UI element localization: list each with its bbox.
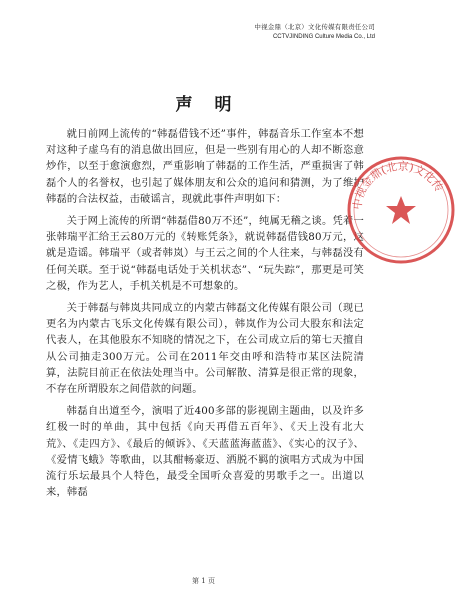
letterhead <box>254 22 375 42</box>
company-name-cn: 中视金鼎（北京）文化传媒有限责任公司 <box>254 23 375 31</box>
page-number: 第 1 页 <box>192 577 215 585</box>
document-body <box>46 126 364 506</box>
paragraph-intro: 就日前网上流传的“韩磊借钱不还”事件，韩磊音乐工作室本不想对这种子虚乌有的消息做出回应，但是一些别有用心的人却不断恣意炒作，以至于愈演愈烈，严重影响了韩磊的工作生活，严重损害了韩磊个人的名誉权，也引起了媒体朋友和公众的追问和猜测，为了维护韩磊的合法权益，击破谣言，现就此事件声明如下： <box>46 128 364 205</box>
company-name-en: CCTVJINDING Culture Media Co., Ltd <box>272 34 375 40</box>
paragraph-career: 韩磊自出道至今，演唱了近400多部的影视剧主题曲，以及许多红极一时的单曲，其中包括《向天再借五百年》、《天上没有北大荒》、《走四方》、《最后的倾诉》、《天蓝蓝海蓝蓝》、《实心的汉子》、《爱情飞蛾》等歌曲，以其酣畅豪迈、洒脱不羁的演唱方式成为中国流行乐坛最具个人特色，最受全国听众喜爱的男歌手之一。出道以来，韩磊 <box>46 405 364 499</box>
paragraph-loan-rumor: 关于网上流传的所谓“韩磊借80万不还”，纯属无稽之谈。凭着一张韩瑞平汇给王云80万元的《转账凭条》，就说韩磊借钱80万元，这就是造谣。韩瑞平（或者韩岚）与王云之间的个人往来，与韩磊没有任何关联。至于说“韩磊电话处于关机状态”、“玩失踪”，那更是可笑之极，作为艺人，手机关机是不可想象的。 <box>46 215 364 292</box>
document-title: 声明 <box>175 95 254 115</box>
paragraph-company: 关于韩磊与韩岚共同成立的内蒙古韩磊文化传媒有限公司（现已更名为内蒙古飞乐文化传媒有限公司），韩岚作为公司大股东和法定代表人，在其他股东不知晓的情况之下，在公司成立后的第七天擅自从公司抽走300万元。公司在2011年交由呼和浩特市某区法院清算，法院目前正在依法处理当中。公司解散、清算是很正常的现象，不存在所谓股东之间借款的问题。 <box>46 302 364 396</box>
svg-text:中视金鼎(北京)文化传: 中视金鼎(北京)文化传 <box>350 159 446 211</box>
